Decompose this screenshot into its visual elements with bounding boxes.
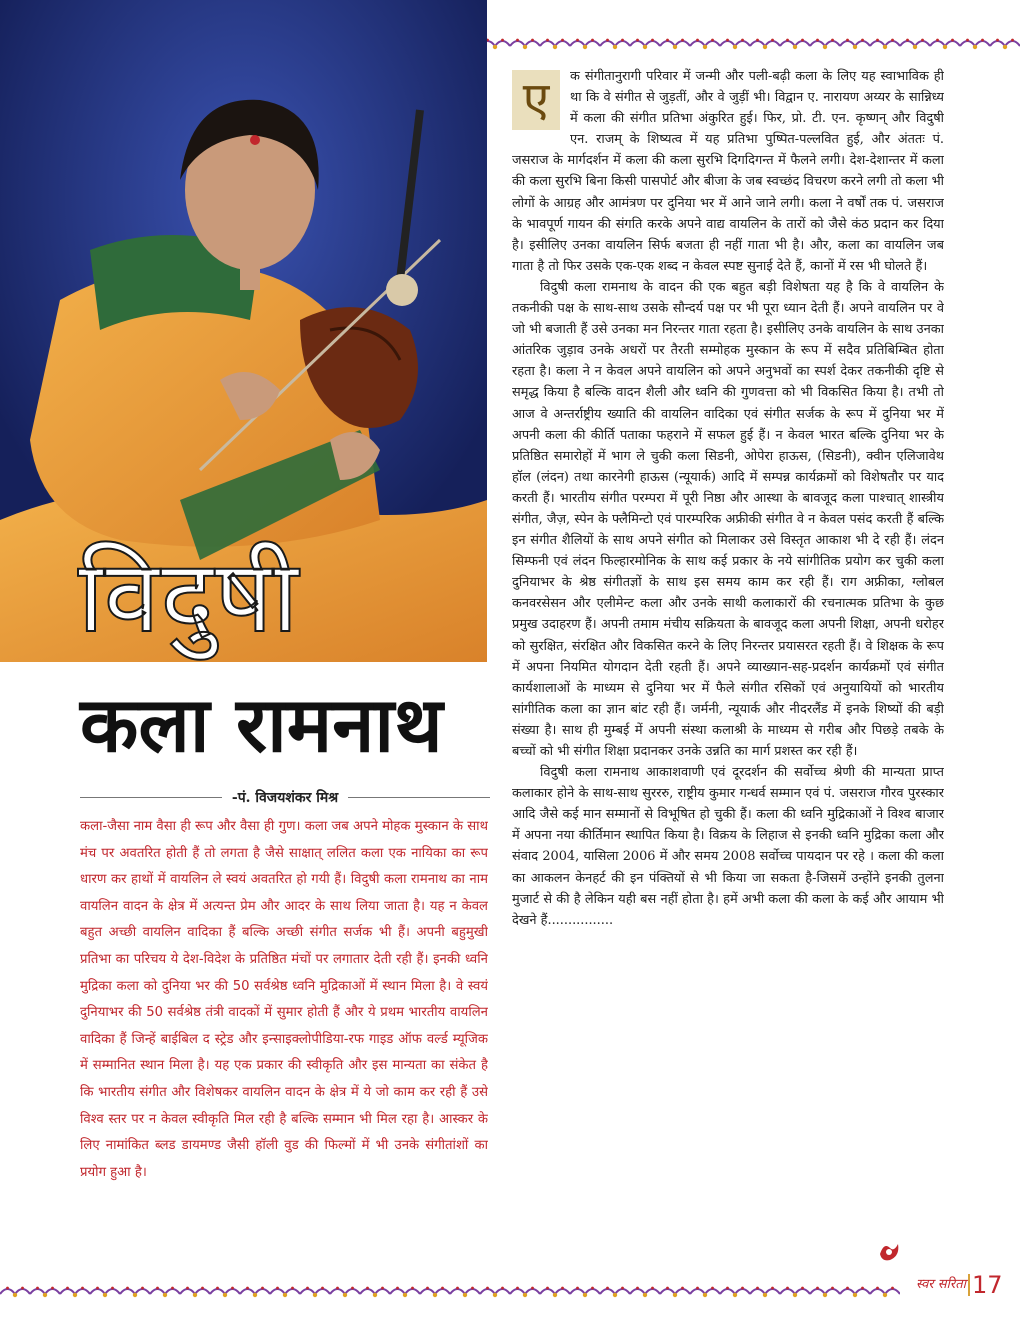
title-name: कला रामनाथ xyxy=(80,680,443,769)
author-rule-right xyxy=(348,797,490,798)
drop-cap: ए xyxy=(512,70,560,130)
footer-separator xyxy=(968,1274,970,1296)
article-body xyxy=(512,66,944,1266)
bottom-decorative-border xyxy=(0,1284,1020,1298)
footer-magazine-name: स्वर सरिता xyxy=(916,1277,966,1292)
end-ornament-icon xyxy=(876,1238,902,1264)
page-number: 17 xyxy=(972,1271,1003,1299)
intro-paragraph: कला-जैसा नाम वैसा ही रूप और वैसा ही गुण। कला जब अपने मोहक मुस्कान के साथ मंच पर अवतरित होती हैं तो लगता है जैसे साक्षात् ललित कला एक नायिका का रूप धारण कर हाथों में वायलिन ले स्वयं अवतरित हो गयी हैं। विदुषी कला रामनाथ का नाम वायलिन वादन के क्षेत्र में अत्यन्त प्रेम और आदर के साथ लिया जाता है। यह न केवल बहुत अच्छी वायलिन वादिका हैं बल्कि अच्छी संगीत सर्जक भी हैं। अपनी बहुमुखी प्रतिभा का परिचय ये देश-विदेश के प्रतिष्ठित मंचों पर लगातार देती रही हैं। इनकी ध्वनि मुद्रिका कला को दुनिया भर की 50 सर्वश्रेष्ठ ध्वनि मुद्रिकाओं में स्थान मिला है। वे स्वयं दुनियाभर की 50 सर्वश्रेष्ठ तंत्री वादकों में सुमार होती हैं और ये प्रथम भारतीय वायलिन वादिका हैं जिन्हें बाईबिल द स्ट्रेड और इन्साइक्लोपीडिया-रफ गाइड ऑफ वर्ल्ड म्यूजिक में सम्मानित स्थान मिला है। यह एक प्रकार की स्वीकृति और इस मान्यता का संकेत है कि भारतीय संगीत और विशेषकर वायलिन वादन के क्षेत्र में ये जो काम कर रही हैं उसे विश्व स्तर पर न केवल स्वीकृति मिल रही है बल्कि सम्मान भी मिल रहा है। आस्कर के लिए नामांकित ब्लड डायमण्ड जैसी हॉली वुड की फिल्मों में भी उनके संगीतांशों का प्रयोग हुआ है। xyxy=(80,819,488,1180)
author-rule-left xyxy=(80,797,222,798)
article-paragraph-2: विदुषी कला रामनाथ के वादन की एक बहुत बड़ी विशेषता यह है कि वे वायलिन के तकनीकी पक्ष के साथ-साथ उसके सौन्दर्य पक्ष पर भी पूरा ध्यान देती हैं। अपने वायलिन पर वे जो भी बजाती हैं उसे उनका मन निरन्तर गाता रहता है। इसीलिए उनके वायलिन के साथ उनका आंतरिक जुड़ाव उनके अधरों पर तैरती सम्मोहक मुस्कान के रूप में सदैव प्रतिबिम्बित होता रहता है। कला ने न केवल अपने वायलिन को अपने अनुभवों का स्पर्श देकर तकनीकी दृष्टि से समृद्ध किया है बल्कि वादन शैली और ध्वनि की गुणवत्ता को भी विकसित किया है। तभी तो आज वे अन्तर्राष्ट्रीय ख्याति की वायलिन वादिका एवं संगीत सर्जक के रूप में दुनिया भर में अपनी कला की कीर्ति पताका फहराने में सफल हुई हैं। न केवल भारत बल्कि दुनिया भर के प्रतिष्ठित समारोहों में भाग ले चुकी कला सिडनी, ओपेरा हाऊस, (सिडनी), क्वीन एलिजावेथ हॉल (लंदन) तथा कारनेगी हाऊस (न्यूयार्क) आदि में सम्पन्न कार्यक्रमों को विशेषतौर पर याद करती हैं। भारतीय संगीत परम्परा में पूरी निष्ठा और आस्था के बावजूद कला पाश्चात् शास्त्रीय संगीत, जैज़, स्पेन के फ्लैमिन्टो एवं पारम्परिक अफ्रीकी संगीत वे न केवल पसंद करती हैं बल्कि इन संगीत शैलियों के साथ अपने संगीत को मिलाकर उसे विस्तृत आकाश भी दे रही हैं। लंदन सिम्फनी एवं लंदन फिल्हारमोनिक के साथ कई प्रकार के नये सांगीतिक प्रयोग कर चुकी कला दुनियाभर के श्रेष्ठ संगीतज्ञों के साथ इस समय काम कर रही हैं। राग अफ्रीका, ग्लोबल कनवरसेसन और एलीमेन्ट कला और उनके साथी कलाकारों की रचनात्मक प्रतिभा के कुछ प्रमुख उदाहरण हैं। अपनी तमाम मंचीय सक्रियता के बावजूद कला अपनी शिक्षा, अपनी धरोहर को सुरक्षित, संरक्षित और विकसित करने के लिए निरन्तर प्रयासरत रहती हैं। वे शिक्षक के रूप में अपना नियमित योगदान देती रहती हैं। अपने व्याख्यान-सह-प्रदर्शन कार्यक्रमों एवं संगीत कार्यशालाओं के माध्यम से दुनिया भर में फैले संगीत रसिकों एवं अनुयायियों को भारतीय सांगीतिक कला का ज्ञान बांट रही हैं। जर्मनी, न्यूयार्क और नीदरलैंड में इनके शिष्यों की बड़ी संख्या है। साथ ही मुम्बई में अपनी संस्था कलाश्री के माध्यम से गरीब और पिछड़े तबके के बच्चों को भी संगीत शिक्षा प्रदानकर उनके उन्नति का मार्ग प्रशस्त कर रही हैं। xyxy=(512,279,944,759)
author-name: -पं. विजयशंकर मिश्र xyxy=(231,789,339,806)
article-paragraph-3: विदुषी कला रामनाथ आकाशवाणी एवं दूरदर्शन की सर्वोच्च श्रेणी की मान्यता प्राप्त कलाकार होने के साथ-साथ सुरररु, राष्ट्रीय कुमार गन्धर्व सम्मान एवं पं. जसराज गौरव पुरस्कार आदि जैसे कई मान सम्मानों से विभूषित हो चुकी हैं। कला की ध्वनि मुद्रिकाओं ने विश्व बाजार में अपना नया कीर्तिमान स्थापित किया है। विक्रय के लिहाज से इनकी ध्वनि मुद्रिका कला और संवाद 2004, यासिला 2006 में और समय 2008 सर्वोच्च पायदान पर रहे । कला की कला का आकलन केनहर्ट की इन पंक्तियों से भी किया जा सकता है-जिसमें उन्होंने इनकी तुलना मुजार्ट से की है लेकिन यही बस नहीं होता है। हमें अभी कला की कला के कई और आयाम भी देखने हैं................ xyxy=(512,765,944,928)
title-vidushi: विदुषी xyxy=(78,538,300,655)
article-paragraph-1-text: क संगीतानुरागी परिवार में जन्मी और पली-बढ़ी कला के लिए यह स्वाभाविक ही था कि वे संगीत से जुड़तीं, और वे जुड़ीं भी। विद्वान ए. नारायण अय्यर के सान्निध्य में कला की संगीत प्रतिभा अंकुरित हुई। फिर, प्रो. टी. एन. कृष्णन् और विदुषी एन. राजम् के शिष्यत्व में यह प्रतिभा पुष्पित-पल्लवित हुई, और अंततः पं. जसराज के मार्गदर्शन में कला की कला सुरभि दिगदिगन्त में फैलने लगी। देश-देशान्तर में कला की कला सुरभि बिना किसी पासपोर्ट और बीजा के जब स्वच्छंद विचरण करने लगी तो कला भी लोगों के आग्रह और आमंत्रण पर दुनिया भर में आने जाने लगी। कला ने वर्षों तक पं. जसराज के भावपूर्ण गायन की संगति करके अपने वाद्य वायलिन के तारों को जैसे कंठ प्रदान कर दिया है। इसीलिए उनका वायलिन सिर्फ बजता ही नहीं गाता भी है। और, कला का वायलिन जब गाता है तो फिर उसके एक-एक शब्द न केवल स्पष्ट सुनाई देते हैं, कानों में रस भी घोलते हैं। xyxy=(512,69,944,274)
article-paragraph-1 xyxy=(512,66,944,277)
author-row xyxy=(80,786,490,808)
